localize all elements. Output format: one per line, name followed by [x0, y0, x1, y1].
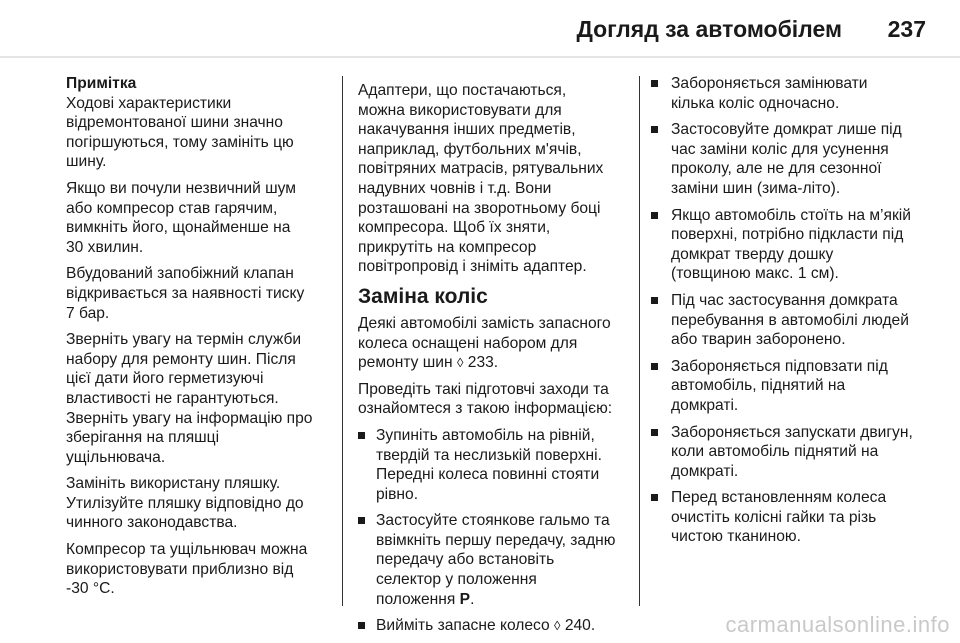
note-title: Примітка [66, 75, 137, 92]
text-line: проколу, але не для сезонної [671, 160, 882, 178]
bullet-square-icon [651, 297, 658, 304]
text-line: -30 °C. [66, 580, 115, 598]
text-line: передачу або встановіть [376, 551, 555, 569]
bullet-square-icon [651, 80, 658, 87]
text-line: Застосуйте стоянкове гальмо та [376, 512, 610, 530]
list-item [651, 291, 931, 350]
bullet-square-icon [651, 429, 658, 436]
text-line: Деякі автомобілі замість запасного [358, 314, 611, 332]
text-fragment: . [470, 590, 475, 608]
text-line: вимкніть його, щонайменше на [66, 219, 291, 237]
paragraph-disposal [66, 474, 334, 533]
text-line: домкраті. [671, 396, 739, 414]
text-line: ввімкніть першу передачу, задню [376, 531, 616, 549]
column-divider-2 [639, 76, 640, 606]
text-line: можна використовувати для [358, 101, 562, 119]
text-line [376, 616, 630, 636]
text-line: твердій та неслизькій поверхні. [376, 446, 602, 464]
page-header [0, 0, 960, 52]
text-line: Якщо автомобіль стоїть на м’якій [671, 206, 911, 224]
column-1 [66, 74, 334, 606]
bullet-square-icon [358, 432, 365, 439]
paragraph-temperature [66, 540, 334, 599]
paragraph-preparation [358, 380, 630, 419]
paragraph-valve [66, 264, 334, 323]
list-item [651, 357, 931, 416]
text-line: Перед встановленням колеса [671, 489, 887, 507]
text-line: чинного законодавства. [66, 514, 238, 532]
text-line: цієї дати його герметизуючі [66, 370, 264, 388]
watermark: carmanualsonline.info [725, 612, 950, 637]
text-line: 7 бар. [66, 304, 110, 322]
text-line: накачування інших предметів, [358, 121, 576, 139]
bullet-square-icon [651, 126, 658, 133]
text-line: повітропровід і зніміть адаптер. [358, 258, 587, 276]
text-line: або тварин заборонено. [671, 331, 846, 349]
text-line: відремонтованої шини значно [66, 114, 283, 132]
list-item [358, 511, 630, 609]
text-line: заміни шин (зима-літо). [671, 179, 841, 197]
gear-position-label: P [459, 590, 471, 608]
text-line: Зверніть увагу на термін служби [66, 331, 302, 349]
text-line: властивості не гарантуються. [66, 389, 279, 407]
text-line: автомобіль, піднятий на [671, 377, 846, 395]
preparation-list [358, 426, 630, 636]
text-line: коли автомобіль піднятий на [671, 443, 879, 461]
text-line: погіршуються, тому замініть цю [66, 133, 294, 151]
list-item [651, 74, 931, 113]
text-line: колеса оснащені набором для [358, 334, 578, 352]
text-line: відкривається за наявності тиску [66, 284, 305, 302]
text-line: шину. [66, 153, 107, 171]
paragraph-noise [66, 179, 334, 257]
text-line [358, 353, 630, 373]
column-divider-1 [342, 76, 343, 606]
text-line: 30 хвилин. [66, 238, 144, 256]
bullet-square-icon [651, 494, 658, 501]
text-line: Якщо ви почули незвичний шум [66, 179, 296, 197]
paragraph-expiry [66, 330, 334, 467]
text-line: Забороняється підповзати під [671, 357, 888, 375]
text-line: ознайомтеся з такою інформацією: [358, 400, 613, 418]
list-item [358, 616, 630, 636]
text-line: селектор у положення [376, 571, 537, 589]
page-reference-icon: ◊ [554, 618, 561, 634]
text-line: Передні колеса повинні стояти [376, 466, 600, 484]
text-line: Зверніть увагу на інформацію про [66, 409, 313, 427]
text-line: Застосовуйте домкрат лише під [671, 121, 902, 139]
list-item [651, 120, 931, 198]
text-line: Утилізуйте пляшку відповідно до [66, 494, 304, 512]
text-fragment: ремонту шин [358, 354, 453, 372]
page-reference-icon: ◊ [456, 355, 464, 371]
list-item [651, 488, 931, 547]
text-fragment: Вийміть запасне колесо [376, 617, 550, 635]
header-rule [0, 56, 960, 58]
text-line: Вбудований запобіжний клапан [66, 265, 294, 283]
text-line: Забороняється запускати двигун, [671, 423, 913, 441]
list-item [651, 423, 931, 482]
text-line: Зупиніть автомобіль на рівній, [376, 426, 595, 444]
text-line: час заміни коліс для усунення [671, 140, 889, 158]
text-line: кілька коліс одночасно. [671, 94, 840, 112]
text-fragment: положення [376, 590, 456, 608]
text-line: Ходові характеристики [66, 94, 232, 112]
text-line: Проведіть такі підготовчі заходи та [358, 380, 609, 398]
bullet-square-icon [651, 212, 658, 219]
text-line: Адаптери, що постачаються, [358, 82, 567, 99]
text-line: домкрат тверду дошку [671, 245, 834, 263]
list-item [358, 426, 630, 504]
list-item [651, 206, 931, 284]
text-line: прикрутіть на компресор [358, 238, 537, 256]
text-line: компресора. Щоб їх зняти, [358, 219, 551, 237]
bullet-square-icon [358, 622, 365, 629]
text-line: (товщиною макс. 1 см). [671, 265, 839, 283]
text-line: домкраті. [671, 462, 739, 480]
text-line: або компресор став гарячим, [66, 199, 278, 217]
text-line: зберігання на пляшці [66, 429, 220, 447]
text-line: поверхні, потрібно підкласти під [671, 226, 904, 244]
text-line: ущільнювача. [66, 448, 166, 466]
column-3 [651, 74, 931, 554]
paragraph-adapters [358, 81, 630, 277]
text-line: Компресор та ущільнювач можна [66, 541, 308, 559]
section-heading: Заміна коліс [358, 284, 488, 308]
text-line: перебування в автомобілі людей [671, 311, 909, 329]
text-line: надувних човнів і т.д. Вони [358, 179, 552, 197]
bullet-square-icon [358, 517, 365, 524]
text-line: очистіть колісні гайки та різь [671, 508, 877, 526]
text-line: Під час застосування домкрата [671, 291, 898, 309]
page-reference-link[interactable]: 233. [467, 354, 499, 372]
text-line: рівно. [376, 485, 419, 503]
text-line: наприклад, футбольних м'ячів, [358, 140, 582, 158]
text-line: використовувати приблизно від [66, 560, 294, 578]
header-title: Догляд за автомобілем [576, 16, 842, 42]
text-line: розташовані на зворотньому боці [358, 199, 601, 217]
text-line: Замініть використану пляшку. [66, 475, 281, 493]
text-line: набору для ремонту шин. Після [66, 350, 296, 368]
text-line [376, 590, 630, 610]
text-line: повітряних матрасів, рятувальних [358, 160, 604, 178]
safety-list [651, 74, 931, 547]
text-line: Забороняється замінювати [671, 75, 868, 92]
page-reference-link[interactable]: 240. [564, 617, 596, 635]
paragraph-repair-kit [358, 314, 630, 373]
bullet-square-icon [651, 363, 658, 370]
column-2 [358, 81, 630, 643]
page-number: 237 [887, 16, 926, 42]
note [66, 74, 334, 172]
text-line: чистою тканиною. [671, 528, 801, 546]
